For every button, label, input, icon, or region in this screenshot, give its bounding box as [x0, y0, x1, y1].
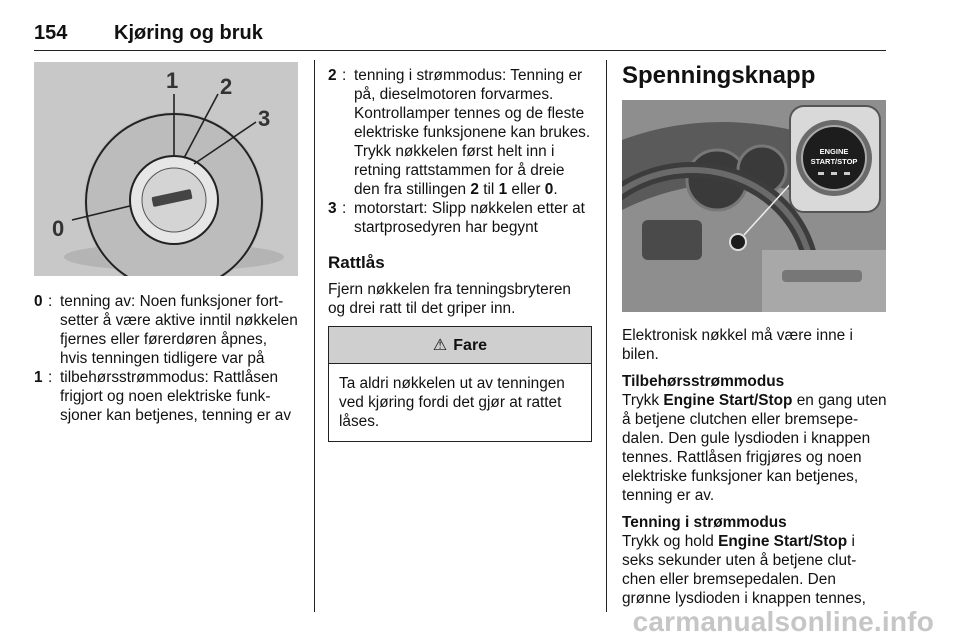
- column-3-body: [622, 326, 888, 608]
- watermark: carmanualsonline.info: [632, 606, 934, 637]
- engine-label: ENGINE: [819, 147, 849, 156]
- warning-text: Ta aldri nøkkelen ut av tenningen ved kjøring fordi det gjør at rattet låses.: [339, 375, 565, 430]
- subsection: Tenning i strømmodus Trykk og hold Engine Start/Stop i seks sekunder uten å betjene clut-chen eller bremsepedalen. Den grønne lysdioden i knappen tennes,: [622, 513, 888, 608]
- list-item: 2 : tenning i strømmodus: Tenning er på, dieselmotoren forvarmes. Kontrollamper tennes og de fleste elektriske funksjonene kan brukes. Trykk nøkkelen først helt inn i retning rattstammen for å dreie den fra stillingen 2 til 1 eller 0.: [328, 67, 591, 198]
- column-3-text: [622, 62, 890, 89]
- warning-title: Fare: [453, 336, 488, 354]
- list-item: 1 : tilbehørsstrømmodus: Rattlåsen frigjort og noen elektriske funk-sjoner kan betjenes, tenning er av: [34, 369, 292, 424]
- dashboard-illustration: [622, 100, 886, 312]
- warning-box: [328, 326, 592, 442]
- column-1-text: [34, 292, 298, 425]
- ignition-switch-figure: [34, 62, 298, 276]
- page-number: 154: [34, 22, 68, 44]
- section-heading: Rattlås: [328, 253, 385, 272]
- page-header: [34, 22, 886, 51]
- position-2-label: 2: [220, 74, 233, 99]
- list-item: 3 : motorstart: Slipp nøkkelen etter at startprosedyren har begynt: [328, 200, 585, 236]
- position-1-label: 1: [166, 68, 179, 93]
- warning-icon: ⚠: [432, 336, 448, 354]
- position-list-continued: [328, 66, 592, 237]
- body-text: Fjern nøkkelen fra tenningsbryteren og drei ratt til det griper inn.: [328, 281, 571, 317]
- list-item: 0 : tenning av: Noen funksjoner fort-setter å være aktive inntil nøkkelen fjernes eller førerdøren åpnes, hvis tenningen tidligere var på: [34, 293, 298, 367]
- subsection-title: Tenning i strømmodus: [622, 514, 787, 531]
- warning-header: [329, 327, 591, 364]
- position-0-label: 0: [52, 216, 65, 241]
- start-stop-label: START/STOP: [810, 157, 858, 166]
- position-3-label: 3: [258, 106, 271, 131]
- ignition-switch-illustration: [34, 62, 298, 276]
- chapter-title: Kjøring og bruk: [114, 22, 263, 44]
- column-2-text: [328, 66, 592, 442]
- dashboard-figure: [622, 100, 886, 312]
- subsection: Tilbehørsstrømmodus Trykk Engine Start/Stop en gang uten å betjene clutchen eller bremsepe-dalen. Den gule lysdioden i knappen tennes. Rattlåsen frigjøres og noen elektriske funksjoner kan betjenes, tenning er av.: [622, 373, 887, 504]
- body-text: Elektronisk nøkkel må være inne i bilen.: [622, 327, 853, 363]
- subsection-title: Tilbehørsstrømmodus: [622, 373, 785, 390]
- column-divider: [314, 60, 315, 612]
- section-title: Spenningsknapp: [622, 62, 816, 89]
- position-list: [34, 292, 298, 425]
- column-divider: [606, 60, 607, 612]
